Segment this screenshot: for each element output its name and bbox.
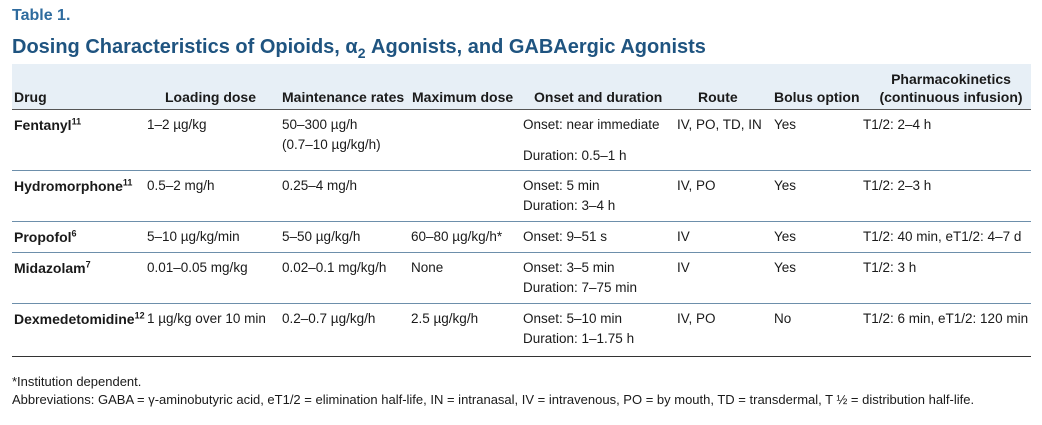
drug-ref: 7 xyxy=(85,259,91,270)
duration: Duration: 3–4 h xyxy=(523,198,616,213)
maximum-dose: None xyxy=(411,260,444,275)
loading-dose: 0.01–0.05 mg/kg xyxy=(147,260,248,275)
title-suffix: Agonists, and GABAergic Agonists xyxy=(365,36,706,58)
table-title xyxy=(12,36,706,61)
onset-line: Onset: 5–10 min xyxy=(523,311,623,326)
maximum-dose: 2.5 µg/kg/h xyxy=(411,311,479,326)
loading-dose: 0.5–2 mg/h xyxy=(147,178,215,193)
dosing-table xyxy=(12,64,1031,357)
route: IV xyxy=(677,260,690,275)
route: IV, PO xyxy=(677,178,716,193)
onset xyxy=(523,258,637,298)
table-row xyxy=(12,110,1031,171)
maintenance-line2: (0.7–10 µg/kg/h) xyxy=(282,137,381,152)
onset-line: Onset: 3–5 min xyxy=(523,260,615,275)
header-onset-duration: Onset and duration xyxy=(534,89,663,105)
header-loading-dose: Loading dose xyxy=(165,89,256,105)
header-maximum-dose: Maximum dose xyxy=(412,89,514,105)
header-drug: Drug xyxy=(14,89,47,105)
onset xyxy=(523,309,634,349)
pharmacokinetics: T1/2: 3 h xyxy=(863,260,917,275)
drug-ref: 6 xyxy=(71,228,77,239)
table-row xyxy=(12,253,1031,304)
pharmacokinetics: T1/2: 40 min, eT1/2: 4–7 d xyxy=(863,229,1022,244)
footnote: *Institution dependent. xyxy=(12,374,142,389)
drug-name: Propofol$^6$ xyxy=(14,228,77,245)
maintenance-rate: 5–50 µg/kg/h xyxy=(282,229,361,244)
bolus-option: Yes xyxy=(774,229,797,244)
drug-ref: 12 xyxy=(134,310,145,321)
drug-name: Dexmedetomidine$^{12}$ xyxy=(14,310,145,327)
route: IV, PO, TD, IN xyxy=(677,117,762,132)
maintenance-rate: 0.02–0.1 mg/kg/h xyxy=(282,260,387,275)
header-route: Route xyxy=(698,89,738,105)
loading-dose: 5–10 µg/kg/min xyxy=(147,229,240,244)
duration: Duration: 1–1.75 h xyxy=(523,331,635,346)
onset-line: Onset: 5 min xyxy=(523,178,600,193)
table-row xyxy=(12,171,1031,222)
bolus-option: Yes xyxy=(774,117,797,132)
table-row xyxy=(12,304,1031,357)
route: IV, PO xyxy=(677,311,716,326)
pharmacokinetics: T1/2: 2–4 h xyxy=(863,117,932,132)
pharmacokinetics: T1/2: 2–3 h xyxy=(863,178,932,193)
table-header xyxy=(12,64,1031,110)
maintenance-rate: 0.2–0.7 µg/kg/h xyxy=(282,311,376,326)
drug-name: Midazolam$^7$ xyxy=(14,259,91,276)
maintenance-line1: 50–300 µg/h xyxy=(282,117,358,132)
drug-name: Fentanyl$^{11}$ xyxy=(14,116,82,133)
header-pk-line2: (continuous infusion) xyxy=(879,89,1023,105)
maintenance-rate: 0.25–4 mg/h xyxy=(282,178,358,193)
header-maintenance-rates: Maintenance rates xyxy=(282,89,405,105)
onset: Onset: near immediate xyxy=(523,117,660,132)
drug-ref: 11 xyxy=(71,116,82,127)
loading-dose: 1 µg/kg over 10 min xyxy=(147,311,266,326)
abbreviations: Abbreviations: GABA = γ-aminobutyric acid, eT1/2 = elimination half-life, IN = intranasal, IV = intravenous, PO = by mouth, TD = transdermal, T ½ = distribution half-life. xyxy=(12,392,975,407)
maximum-dose: 60–80 µg/kg/h* xyxy=(411,229,503,244)
table-label: Table 1. xyxy=(12,7,71,24)
drug-ref: 11 xyxy=(122,177,133,188)
header-pharmacokinetics xyxy=(876,70,1026,106)
table-notes xyxy=(12,373,974,409)
duration: Duration: 7–75 min xyxy=(523,280,638,295)
drug-name: Hydromorphone$^{11}$ xyxy=(14,177,133,194)
onset: Onset: 9–51 s xyxy=(523,229,608,244)
header-bolus-option: Bolus option xyxy=(774,89,860,105)
bolus-option: Yes xyxy=(774,178,797,193)
loading-dose: 1–2 µg/kg xyxy=(147,117,207,132)
maintenance-rate xyxy=(282,115,381,155)
onset xyxy=(523,176,615,216)
duration: Duration: 0.5–1 h xyxy=(523,148,627,163)
bolus-option: Yes xyxy=(774,260,797,275)
table-row xyxy=(12,222,1031,253)
title-subscript: 2 xyxy=(357,45,366,61)
pharmacokinetics: T1/2: 6 min, eT1/2: 120 min xyxy=(863,311,1029,326)
bolus-option: No xyxy=(774,311,792,326)
header-pk-line1: Pharmacokinetics xyxy=(891,71,1011,87)
title-prefix: Dosing Characteristics of Opioids, α xyxy=(12,36,358,58)
route: IV xyxy=(677,229,690,244)
